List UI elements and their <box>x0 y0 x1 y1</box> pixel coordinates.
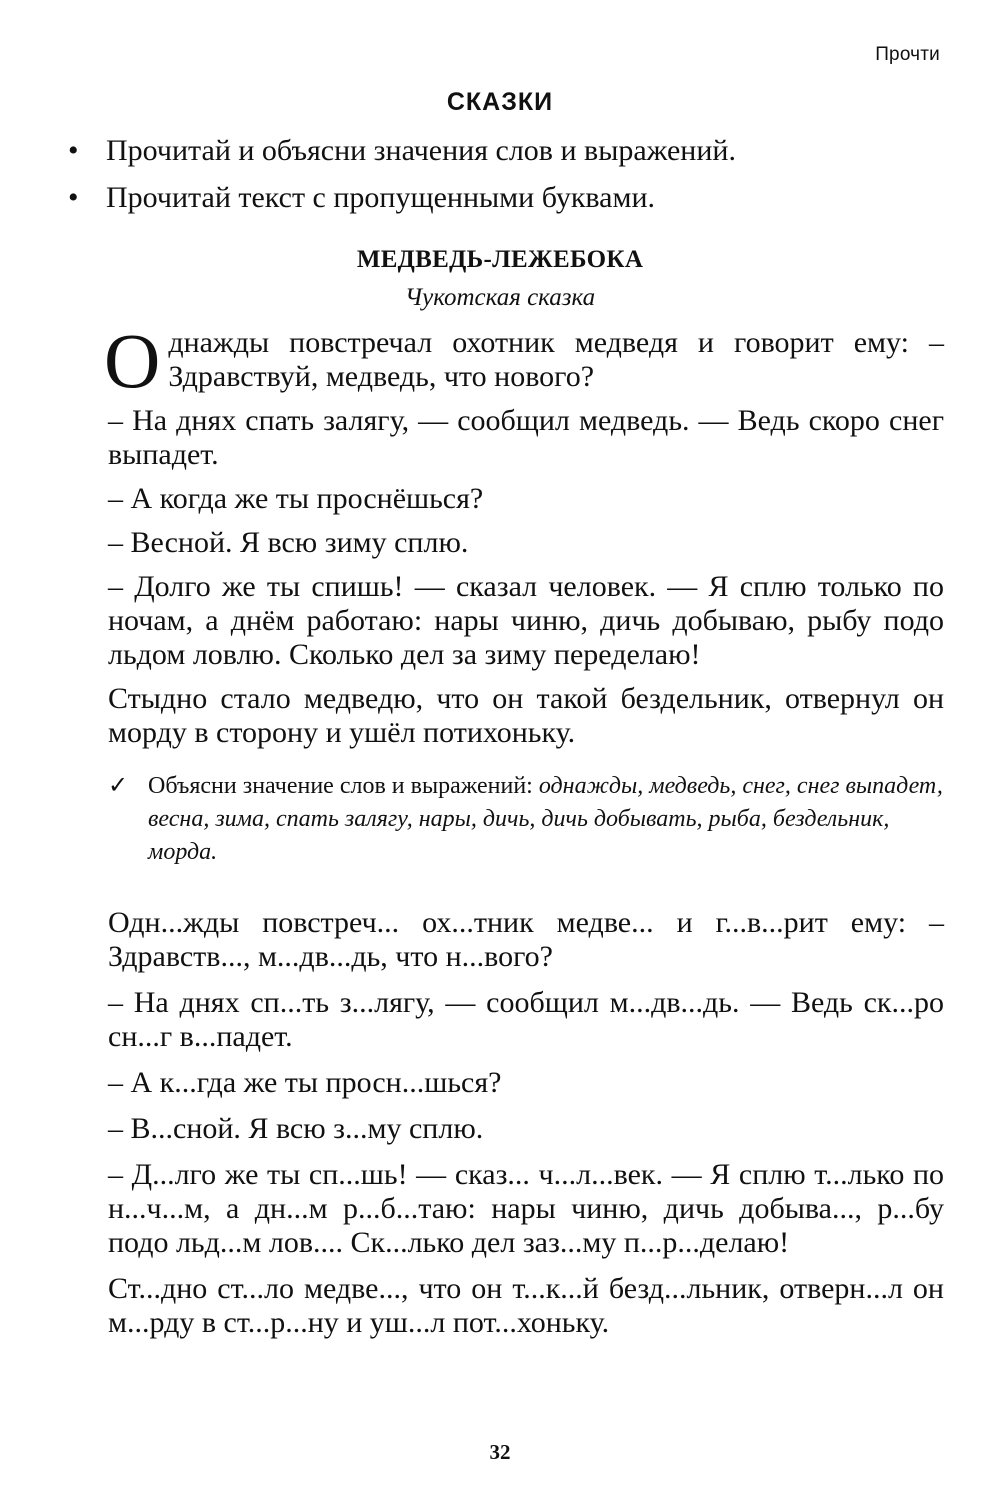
story-subtitle: Чукотская сказка <box>404 284 596 311</box>
story-paragraph: – Долго же ты спишь! — сказал человек. — Я сплю только по ночам, а днём работаю: нары чиню, дичь добываю, рыбу подо льдом ловлю. Сколько дел за зиму переделаю! <box>108 570 944 671</box>
page-number: 32 <box>489 1440 511 1464</box>
story-paragraph: – А когда же ты проснёшься? <box>108 482 484 515</box>
story-text <box>104 317 944 760</box>
vocabulary-note-text <box>108 770 944 869</box>
story-paragraph-text: днажды повстречал охотник медведя и говорит ему: – Здравствуй, медведь, что нового? <box>168 326 944 393</box>
story-paragraph: Стыдно стало медведю, что он такой бездельник, отвернул он морду в сторону и ушёл потихоньку. <box>108 682 944 749</box>
exercise-paragraph: Одн...жды повстреч... ох...тник медве... и г...в...рит ему: – Здравств..., м...дв...дь, что н...вого? <box>108 906 944 973</box>
drop-cap: О <box>104 317 161 404</box>
bullet-icon: • <box>68 134 79 167</box>
instructions-list <box>68 134 948 227</box>
vocabulary-words: однажды, медведь, снег, снег выпадет, весна, зима, спать залягу, нары, дичь, дичь добывать, рыба, бездельник, морда. <box>148 773 943 865</box>
story-paragraph: – На днях спать залягу, — сообщил медведь. — Ведь скоро снег выпадет. <box>108 404 944 471</box>
bullet-icon: • <box>68 180 79 214</box>
instruction-text: Прочитай текст с пропущенными буквами. <box>106 180 656 214</box>
exercise-paragraph: – А к...гда же ты просн...шься? <box>108 1066 502 1099</box>
vocabulary-note <box>108 770 944 869</box>
exercise-paragraph: – Д...лго же ты сп...шь! — сказ... ч...л...век. — Я сплю т...лько по н...ч...м, а дн...м р...б...таю: нары чиню, дичь добыва..., р...бу подо льд...м лов.... Ск...лько дел заз...му п...р...делаю! <box>108 1158 944 1259</box>
story-title: МЕДВЕДЬ-ЛЕЖЕБОКА <box>356 246 644 273</box>
instruction-item <box>68 181 948 216</box>
section-title: СКАЗКИ <box>446 88 554 116</box>
story-paragraph <box>104 317 944 404</box>
exercise-paragraph: – На днях сп...ть з...лягу, — сообщил м...дв...дь. — Ведь ск...ро сн...г в...падет. <box>108 986 944 1053</box>
missing-letters-exercise <box>108 906 944 1352</box>
instruction-item <box>68 134 948 169</box>
exercise-paragraph: – В...сной. Я всю з...му сплю. <box>108 1112 484 1145</box>
section-header-label: Прочти <box>875 44 940 65</box>
checkmark-icon: ✓ <box>108 773 129 799</box>
vocabulary-note-lead: Объясни значение слов и выражений: <box>148 773 533 799</box>
instruction-text: Прочитай и объясни значения слов и выражений. <box>106 134 736 167</box>
exercise-paragraph: Ст...дно ст...ло медве..., что он т...к...й безд...льник, отверн...л он м...рду в ст...р...ну и уш...л пот...хоньку. <box>108 1272 944 1339</box>
story-paragraph: – Весной. Я всю зиму сплю. <box>108 526 469 559</box>
